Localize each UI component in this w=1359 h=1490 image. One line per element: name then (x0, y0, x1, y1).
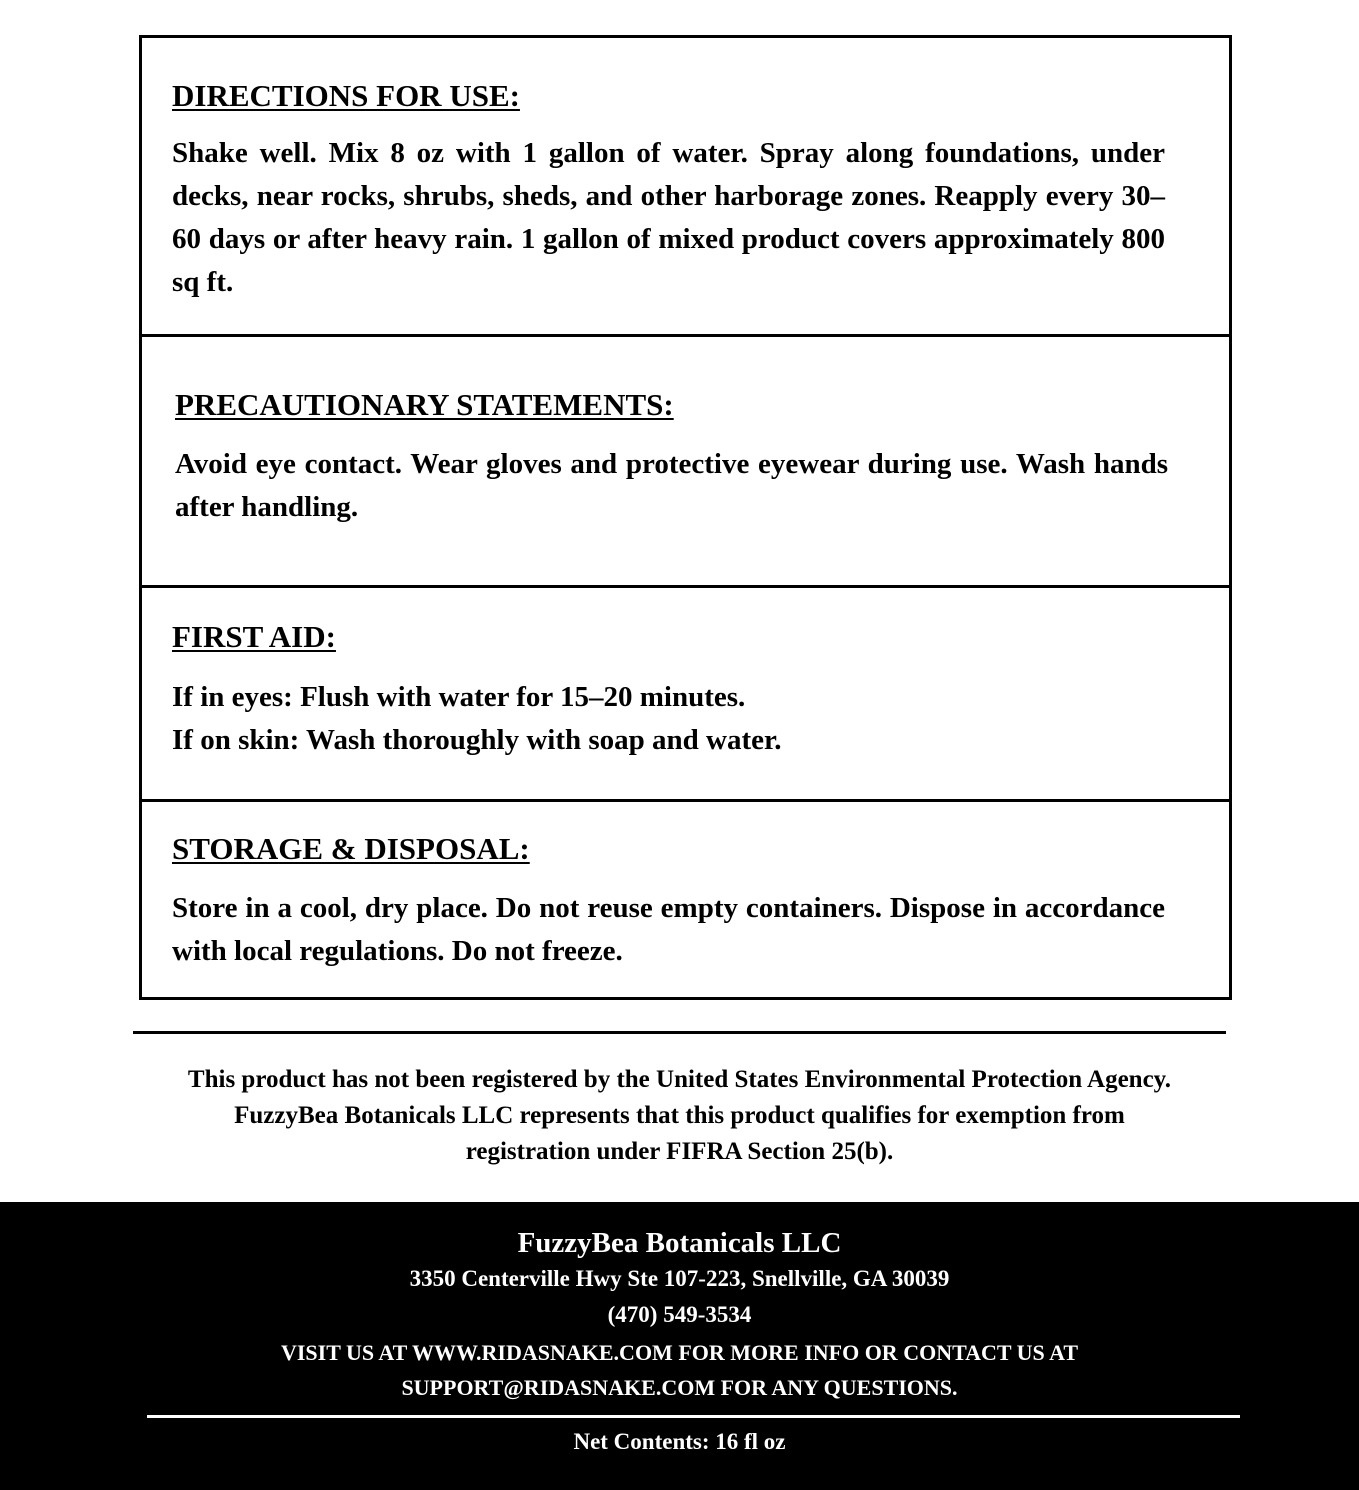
company-phone: (470) 549-3534 (607, 1302, 752, 1327)
company-name: FuzzyBea Botanicals LLC (517, 1227, 842, 1259)
label-panel (139, 35, 1232, 1000)
footer-divider (147, 1415, 1240, 1418)
first-aid-eyes: If in eyes: Flush with water for 15–20 minutes. (172, 681, 746, 713)
first-aid-instructions (172, 676, 781, 762)
directions-section (142, 38, 1229, 337)
divider-line (133, 1031, 1226, 1034)
contact-info (0, 1335, 1359, 1405)
storage-section (142, 802, 1229, 1000)
precautionary-heading: PRECAUTIONARY STATEMENTS: (175, 387, 674, 422)
first-aid-section (142, 588, 1229, 802)
company-footer (0, 1202, 1359, 1490)
disclaimer-line: This product has not been registered by the United States Environmental Protection Agency. (187, 1066, 1172, 1093)
company-address: 3350 Centerville Hwy Ste 107-223, Snellville, GA 30039 (409, 1266, 950, 1291)
contact-line-website: VISIT US AT WWW.RIDASNAKE.COM FOR MORE INFO OR CONTACT US AT (280, 1340, 1079, 1365)
precautionary-section (142, 337, 1229, 588)
storage-heading: STORAGE & DISPOSAL: (172, 831, 530, 866)
first-aid-heading: FIRST AID: (172, 619, 336, 654)
disclaimer-line: registration under FIFRA Section 25(b). (465, 1138, 894, 1165)
storage-text: Store in a cool, dry place. Do not reuse empty containers. Dispose in accordance with local regulations. Do not freeze. (172, 892, 1165, 967)
directions-text: Shake well. Mix 8 oz with 1 gallon of water. Spray along foundations, under decks, near rocks, shrubs, sheds, and other harborage zones. Reapply every 30–60 days or after heavy rain. 1 gallon of mixed product covers approximately 800 sq ft. (172, 137, 1165, 298)
first-aid-skin: If on skin: Wash thoroughly with soap and water. (172, 724, 782, 756)
directions-heading: DIRECTIONS FOR USE: (172, 78, 520, 113)
contact-line-email: SUPPORT@RIDASNAKE.COM FOR ANY QUESTIONS. (401, 1375, 958, 1400)
epa-disclaimer (100, 1062, 1259, 1170)
disclaimer-line: FuzzyBea Botanicals LLC represents that this product qualifies for exemption from (234, 1102, 1125, 1129)
net-contents: Net Contents: 16 fl oz (573, 1429, 786, 1454)
precautionary-text: Avoid eye contact. Wear gloves and protective eyewear during use. Wash hands after handling. (175, 448, 1168, 523)
